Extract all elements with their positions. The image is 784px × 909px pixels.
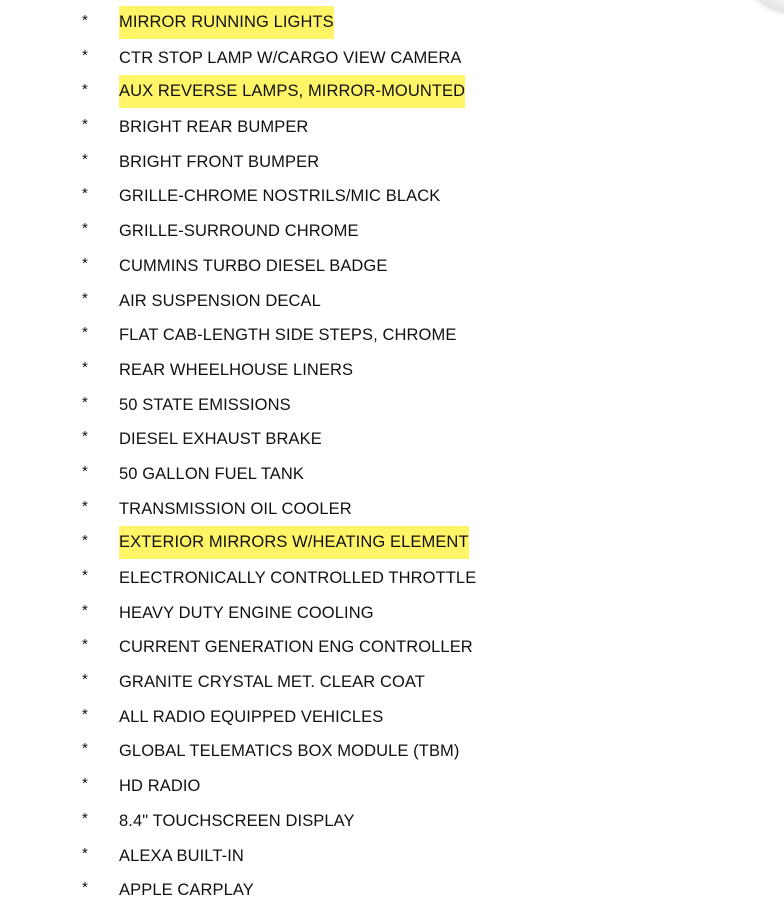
bullet-marker: * <box>82 185 88 203</box>
list-item <box>0 250 784 285</box>
item-text: CTR STOP LAMP W/CARGO VIEW CAMERA <box>119 48 462 67</box>
list-item <box>0 146 784 181</box>
bullet-marker: * <box>82 740 88 758</box>
list-item <box>0 389 784 424</box>
item-text: CUMMINS TURBO DIESEL BADGE <box>119 256 388 275</box>
item-text: CURRENT GENERATION ENG CONTROLLER <box>119 638 473 657</box>
list-item <box>0 770 784 805</box>
list-item <box>0 631 784 666</box>
list-item <box>0 805 784 840</box>
bullet-marker: * <box>82 150 88 168</box>
item-text: REAR WHEELHOUSE LINERS <box>119 360 354 379</box>
bullet-marker: * <box>82 497 88 515</box>
list-item <box>0 42 784 77</box>
bullet-marker: * <box>82 567 88 584</box>
item-text: GRILLE-SURROUND CHROME <box>119 222 359 241</box>
list-item <box>0 76 784 111</box>
list-item <box>0 527 784 562</box>
list-item <box>0 840 784 875</box>
bullet-marker: * <box>82 116 88 134</box>
item-text: HEAVY DUTY ENGINE COOLING <box>119 603 374 622</box>
bullet-marker: * <box>82 532 88 550</box>
bullet-marker: * <box>82 81 88 99</box>
bullet-marker: * <box>82 324 88 342</box>
item-text: BRIGHT REAR BUMPER <box>119 118 309 137</box>
list-item <box>0 215 784 250</box>
list-item <box>0 354 784 389</box>
list-item <box>0 319 784 354</box>
bullet-marker: * <box>82 775 88 793</box>
list-item <box>0 666 784 701</box>
item-text: HD RADIO <box>119 777 201 796</box>
list-item <box>0 493 784 528</box>
item-text: GLOBAL TELEMATICS BOX MODULE (TBM) <box>119 742 460 761</box>
item-text: GRANITE CRYSTAL MET. CLEAR COAT <box>119 673 425 692</box>
item-text: FLAT CAB-LENGTH SIDE STEPS, CHROME <box>119 326 457 345</box>
highlighted-item-text: MIRROR RUNNING LIGHTS <box>119 6 334 39</box>
item-text: AIR SUSPENSION DECAL <box>119 291 321 310</box>
list-item <box>0 180 784 215</box>
list-item <box>0 458 784 493</box>
list-item <box>0 735 784 770</box>
list-item <box>0 597 784 632</box>
highlighted-item-text: EXTERIOR MIRRORS W/HEATING ELEMENT <box>119 526 469 559</box>
feature-list <box>0 7 784 909</box>
item-text: BRIGHT FRONT BUMPER <box>119 152 320 171</box>
list-item <box>0 423 784 458</box>
bullet-marker: * <box>82 358 88 376</box>
bullet-marker: * <box>82 289 88 307</box>
bullet-marker: * <box>82 12 88 29</box>
list-item <box>0 701 784 736</box>
item-text: APPLE CARPLAY <box>119 881 254 900</box>
bullet-marker: * <box>82 220 88 238</box>
item-text: DIESEL EXHAUST BRAKE <box>119 430 322 449</box>
item-text: GRILLE-CHROME NOSTRILS/MIC BLACK <box>119 187 441 206</box>
item-text: 8.4" TOUCHSCREEN DISPLAY <box>119 811 355 830</box>
bullet-marker: * <box>82 705 88 723</box>
bullet-marker: * <box>82 46 88 64</box>
bullet-marker: * <box>82 809 88 827</box>
highlighted-item-text: AUX REVERSE LAMPS, MIRROR-MOUNTED <box>119 75 465 108</box>
bullet-marker: * <box>82 879 88 897</box>
bullet-marker: * <box>82 462 88 480</box>
bullet-marker: * <box>82 254 88 272</box>
bullet-marker: * <box>82 671 88 689</box>
list-item <box>0 111 784 146</box>
bullet-marker: * <box>82 601 88 619</box>
item-text: TRANSMISSION OIL COOLER <box>119 499 352 518</box>
item-text: 50 GALLON FUEL TANK <box>119 464 304 483</box>
item-text: 50 STATE EMISSIONS <box>119 395 291 414</box>
list-item <box>0 285 784 320</box>
bullet-marker: * <box>82 393 88 411</box>
item-text: ELECTRONICALLY CONTROLLED THROTTLE <box>119 569 477 587</box>
bullet-marker: * <box>82 636 88 654</box>
list-item <box>0 7 784 42</box>
bullet-marker: * <box>82 844 88 862</box>
list-item <box>0 874 784 909</box>
item-text: ALEXA BUILT-IN <box>119 846 244 865</box>
item-text: ALL RADIO EQUIPPED VEHICLES <box>119 707 384 726</box>
bullet-marker: * <box>82 428 88 446</box>
list-item <box>0 562 784 597</box>
